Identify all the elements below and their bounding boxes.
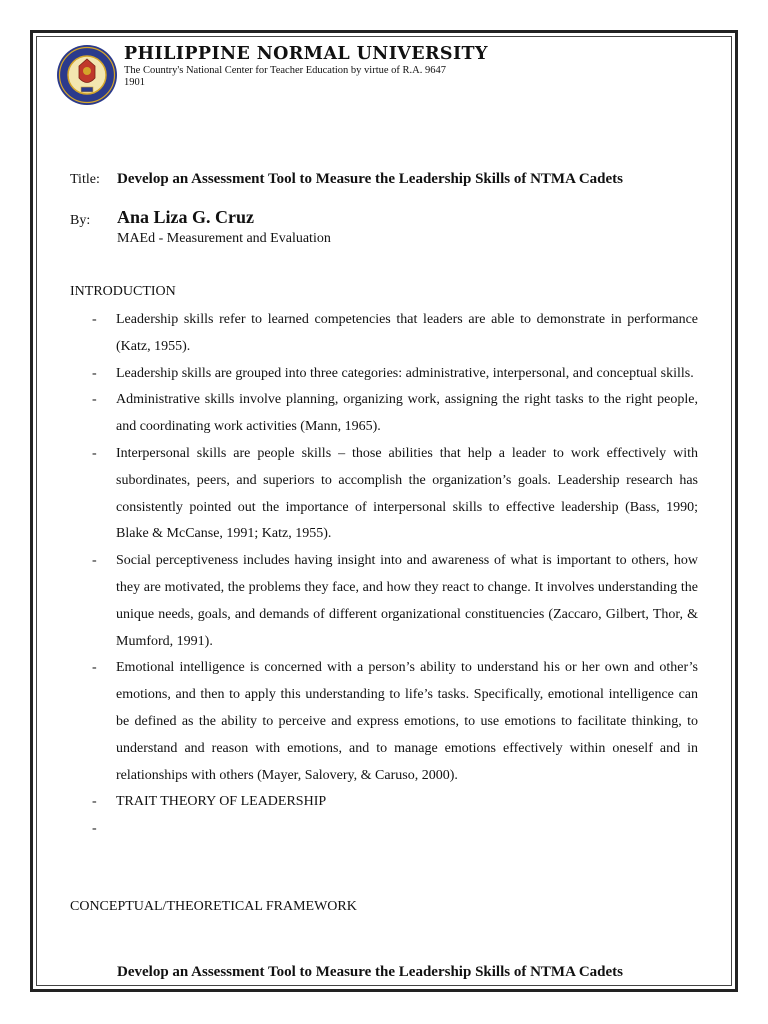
letterhead — [124, 43, 488, 89]
bullet-dash: - — [92, 660, 97, 676]
bullet-dash: - — [92, 392, 97, 408]
bullet-dash: - — [92, 445, 97, 461]
bullet-dash: - — [92, 312, 97, 327]
introduction-heading: INTRODUCTION — [70, 284, 176, 299]
bullet-item — [70, 655, 698, 789]
framework-heading: CONCEPTUAL/THEORETICAL FRAMEWORK — [70, 899, 357, 914]
bullet-item — [70, 441, 698, 548]
university-tagline: The Country's National Center for Teacher Education by virtue of R.A. 9647 — [124, 65, 447, 76]
bullet-dash: - — [92, 365, 97, 381]
bullet-dash: - — [92, 553, 97, 569]
founding-year: 1901 — [124, 77, 145, 88]
by-label: By: — [70, 213, 91, 228]
bullet-item-empty — [70, 816, 698, 843]
bullet-text: Leadership skills refer to learned competencies that leaders are able to demonstrate in performance (Katz, 1955). — [116, 312, 698, 354]
footer-title: Develop an Assessment Tool to Measure the Leadership Skills of NTMA Cadets — [117, 964, 624, 980]
bullet-dash: - — [92, 794, 97, 810]
document-title: Develop an Assessment Tool to Measure the Leadership Skills of NTMA Cadets — [117, 171, 624, 187]
author-degree: MAEd - Measurement and Evaluation — [117, 231, 331, 246]
bullet-item — [70, 789, 698, 816]
bullet-text: Leadership skills are grouped into three categories: administrative, interpersonal, and conceptual skills. — [116, 365, 694, 381]
university-seal-icon — [56, 44, 118, 106]
title-label: Title: — [70, 172, 100, 187]
bullet-item — [70, 548, 698, 655]
bullet-text: Interpersonal skills are people skills – those abilities that help a leader to work effectively with subordinates, peers, and superiors to accomplish the organization’s goals. Leadership research has consistently pointed out the importance of interpersonal skills to effective leadership (Bass, 1990; Blake & McCanse, 1991; Katz, 1955). — [116, 445, 698, 542]
bullet-text: Administrative skills involve planning, organizing work, assigning the right tasks to the right people, and coordinating work activities (Mann, 1965). — [116, 392, 698, 435]
author-name: Ana Liza G. Cruz — [117, 207, 254, 227]
introduction-bullet-list — [70, 307, 698, 843]
bullet-text — [116, 821, 120, 836]
title-row — [70, 171, 623, 188]
bullet-item — [70, 387, 698, 441]
bullet-text: Emotional intelligence is concerned with a person’s ability to understand his or her own and other’s emotions, and then to apply this understanding to life’s tasks. Specifically, emotional intelligence can be defined as the ability to perceive and express emotions, to use emotions to facilitate thinking, to understand and reason with emotions, and to manage emotions effectively within oneself and in relationships with others (Mayer, Salovery, & Caruso, 2000). — [116, 660, 698, 783]
bullet-item — [70, 361, 698, 388]
bullet-item — [70, 307, 698, 361]
university-name: PHILIPPINE NORMAL UNIVERSITY — [124, 44, 488, 64]
bullet-text: TRAIT THEORY OF LEADERSHIP — [116, 794, 327, 810]
bullet-dash: - — [92, 821, 97, 837]
bullet-text: Social perceptiveness includes having insight into and awareness of what is important to others, how they are motivated, the problems they face, and how they react to change. It involves understanding the unique needs, goals, and demands of different organizational constituencies (Zaccaro, Gilbert, Thor, & Mumford, 1991). — [116, 553, 698, 649]
